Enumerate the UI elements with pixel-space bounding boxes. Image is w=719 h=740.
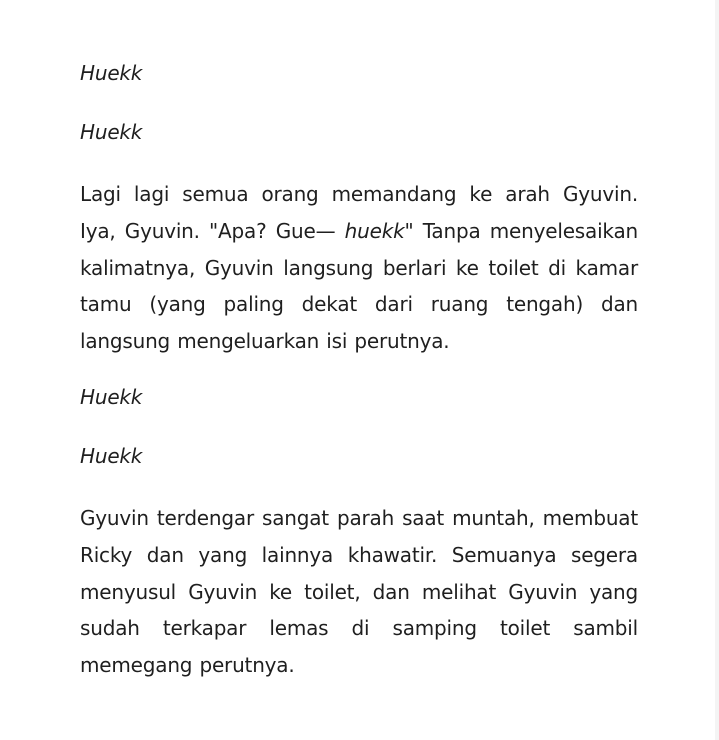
story-paragraph: Gyuvin terdengar sangat parah saat muntah, membuat Ricky dan yang lainnya khawatir. Semuanya segera menyusul Gyuvin ke toilet, dan melihat Gyuvin yang sudah terkapar lemas di samping toilet sambil memegang perutnya. xyxy=(80,505,638,678)
sound-effect-line: Huekk xyxy=(80,61,143,85)
paragraph-text: Lagi lagi semua orang memandang ke arah Gyuvin. Iya, Gyuvin. "Apa? Gue— xyxy=(80,182,638,243)
page-edge xyxy=(715,0,719,740)
sound-effect-line: Huekk xyxy=(80,384,143,409)
story-paragraph xyxy=(80,176,638,360)
sound-effect-line: Huekk xyxy=(80,120,143,144)
paragraph-text: " Tanpa menyelesaikan kalimatnya, Gyuvin langsung berlari ke toilet di kamar tamu (yang paling dekat dari ruang tengah) dan langsung mengeluarkan isi perutnya. xyxy=(80,218,638,354)
story-text xyxy=(80,58,638,684)
sound-effect-line: Huekk xyxy=(80,443,143,468)
emphasized-word: huekk xyxy=(344,218,405,243)
